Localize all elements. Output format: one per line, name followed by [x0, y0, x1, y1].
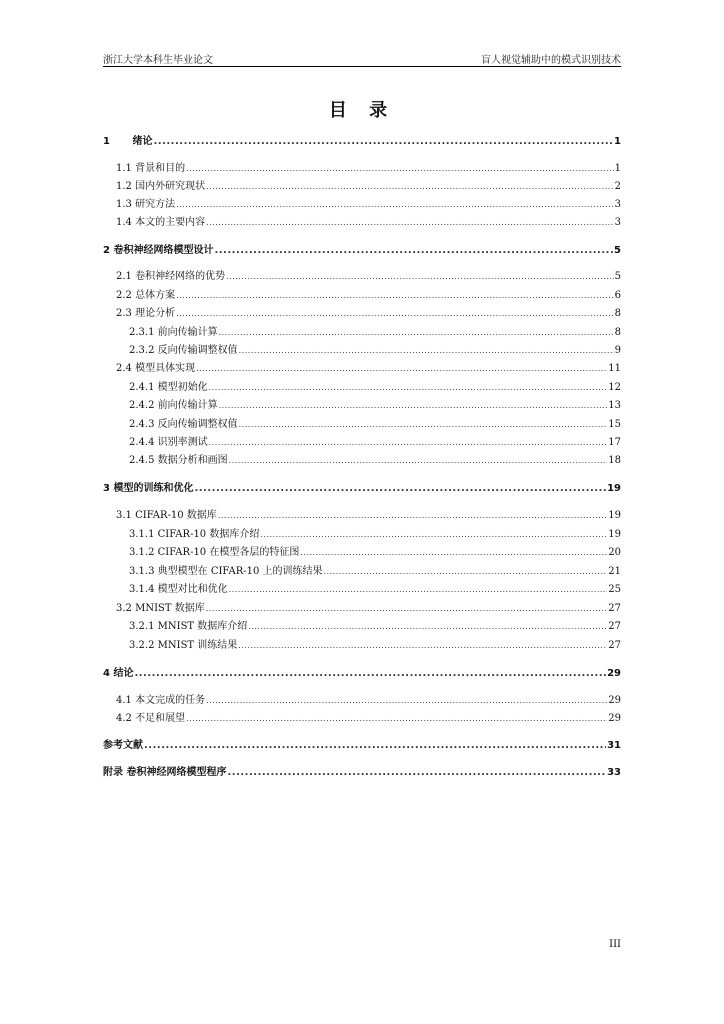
toc-entry-label — [116, 712, 185, 726]
toc-entry-label — [129, 528, 259, 542]
toc-entry[interactable] — [116, 602, 621, 616]
toc-entry-title: 结论 — [113, 668, 134, 679]
toc-entry-number: 3.2.1 — [129, 621, 155, 632]
toc-entry[interactable] — [116, 694, 621, 708]
toc-entry-title: 前向传输计算 — [157, 400, 218, 411]
toc-leader-dots — [229, 454, 608, 468]
toc-entry-page: 31 — [607, 740, 621, 751]
toc-entry-page: 3 — [614, 199, 621, 210]
toc-entry[interactable] — [103, 135, 621, 149]
toc-leader-dots — [218, 509, 607, 523]
toc-entry-title: 卷积神经网络的优势 — [135, 271, 226, 282]
toc-entry-number: 3.1.4 — [129, 584, 155, 595]
toc-entry-title: CIFAR-10 在模型各层的特征图 — [157, 547, 300, 558]
header-left-text: 浙江大学本科生毕业论文 — [103, 55, 213, 66]
toc-entry-title: 反向传输调整权值 — [157, 345, 238, 356]
toc-entry-number: 2.4.2 — [129, 400, 155, 411]
toc-entry-label — [129, 344, 238, 358]
toc-entry-label — [116, 216, 205, 230]
toc-entry[interactable] — [129, 436, 621, 450]
toc-entry-page: 27 — [608, 621, 621, 632]
toc-entry-page: 18 — [608, 455, 621, 466]
toc-entry-number: 3.1.2 — [129, 547, 155, 558]
toc-entry-label — [116, 180, 205, 194]
toc-entry[interactable] — [129, 639, 621, 653]
toc-entry[interactable] — [116, 180, 621, 194]
toc-entry-number: 2 — [103, 245, 110, 256]
toc-leader-dots — [206, 180, 614, 194]
toc-entry-page: 1 — [614, 136, 621, 147]
toc-entry-label — [116, 602, 205, 616]
toc-entry-number: 2.1 — [116, 271, 132, 282]
toc-entry-label — [103, 766, 226, 780]
toc-entry-label — [103, 482, 193, 496]
toc-entry-title: 研究方法 — [135, 199, 176, 210]
toc-entry[interactable] — [116, 216, 621, 230]
toc-entry[interactable] — [129, 381, 621, 395]
toc-entry-title: 绪论 — [132, 136, 153, 147]
toc-entry-number: 1.4 — [116, 217, 132, 228]
page-number: III — [609, 939, 621, 950]
toc-entry-label — [129, 381, 208, 395]
toc-entry-page: 5 — [614, 245, 621, 256]
toc-entry-number: 4.2 — [116, 713, 132, 724]
toc-leader-dots — [176, 198, 614, 212]
toc-entry[interactable] — [129, 528, 621, 542]
toc-entry-page: 27 — [608, 640, 621, 651]
toc-entry[interactable] — [116, 198, 621, 212]
toc-entry-title: 附录 卷积神经网络模型程序 — [103, 767, 227, 778]
toc-entry-number: 2.3.1 — [129, 327, 155, 338]
toc-entry[interactable] — [103, 482, 621, 496]
toc-entry[interactable] — [129, 399, 621, 413]
toc-entry-page: 25 — [608, 584, 621, 595]
toc-entry[interactable] — [116, 289, 621, 303]
toc-entry-number: 1.1 — [116, 163, 132, 174]
toc-entry[interactable] — [103, 766, 621, 780]
toc-entry-number: 3.2 — [116, 603, 132, 614]
toc-leader-dots — [227, 766, 606, 780]
toc-entry-label — [116, 307, 175, 321]
toc-entry-title: 模型具体实现 — [135, 363, 196, 374]
toc-entry[interactable] — [103, 667, 621, 681]
toc-entry-number: 4.1 — [116, 695, 132, 706]
toc-entry-page: 17 — [608, 437, 621, 448]
toc-entry-label — [129, 418, 238, 432]
toc-leader-dots — [209, 381, 608, 395]
toc-leader-dots — [219, 399, 608, 413]
toc-entry-label — [103, 244, 213, 258]
toc-entry-label — [116, 694, 205, 708]
toc-entry-page: 15 — [608, 419, 621, 430]
toc-entry-label — [103, 135, 152, 149]
toc-entry[interactable] — [116, 509, 621, 523]
toc-entry-label — [129, 546, 299, 560]
toc-entry-page: 27 — [608, 603, 621, 614]
toc-entry-title: 典型模型在 CIFAR-10 上的训练结果 — [157, 566, 323, 577]
toc-entry[interactable] — [103, 739, 621, 753]
toc-entry-title: 反向传输调整权值 — [157, 419, 238, 430]
toc-entry-number: 2.4.1 — [129, 382, 155, 393]
toc-leader-dots — [209, 436, 608, 450]
toc-entry-label — [129, 326, 218, 340]
toc-entry-label — [103, 667, 133, 681]
toc-entry-label — [116, 289, 175, 303]
toc-entry-title: 参考文献 — [103, 740, 143, 751]
toc-entry[interactable] — [129, 546, 621, 560]
toc-entry-label — [129, 565, 323, 579]
toc-entry-label — [116, 198, 175, 212]
toc-entry-page: 6 — [614, 290, 621, 301]
toc-entry-label — [103, 739, 143, 753]
toc-entry-label — [129, 620, 247, 634]
toc-entry-page: 29 — [607, 668, 621, 679]
toc-entry-label — [116, 509, 217, 523]
toc-leader-dots — [260, 528, 607, 542]
toc-entry-title: 数据分析和画图 — [157, 455, 228, 466]
toc-leader-dots — [196, 362, 607, 376]
toc-leader-dots — [206, 694, 607, 708]
toc-entry-label — [129, 399, 218, 413]
toc-entry-number: 2.4 — [116, 363, 132, 374]
toc-entry-number: 3.2.2 — [129, 640, 155, 651]
toc-leader-dots — [206, 216, 614, 230]
toc-entry-title: 卷积神经网络模型设计 — [113, 245, 214, 256]
toc-leader-dots — [206, 602, 608, 616]
toc-entry-title: 本文的主要内容 — [135, 217, 206, 228]
toc-entry-number: 1 — [103, 136, 110, 147]
toc-entry-title: MNIST 数据库 — [135, 603, 205, 614]
toc-entry[interactable] — [116, 270, 621, 284]
toc-entry-page: 19 — [608, 510, 621, 521]
toc-entry-number: 1.2 — [116, 181, 132, 192]
toc-entry-title: CIFAR-10 数据库介绍 — [157, 529, 260, 540]
toc-entry-number: 4 — [103, 668, 110, 679]
toc-leader-dots — [144, 739, 606, 753]
header-right-text: 盲人视觉辅助中的模式识别技术 — [481, 55, 621, 66]
toc-entry-page: 29 — [608, 695, 621, 706]
toc-entry-title: CIFAR-10 数据库 — [135, 510, 217, 521]
toc-entry-number: 3 — [103, 483, 110, 494]
toc-entry-page: 19 — [608, 529, 621, 540]
toc-entry-label — [116, 270, 225, 284]
toc-entry-title: 国内外研究现状 — [135, 181, 206, 192]
toc-entry-number: 2.4.3 — [129, 419, 155, 430]
toc-entry-title: MNIST 训练结果 — [157, 640, 238, 651]
toc-entry-page: 8 — [614, 327, 621, 338]
toc-entry-page: 21 — [608, 566, 621, 577]
toc-entry[interactable] — [129, 565, 621, 579]
toc-entry[interactable] — [129, 326, 621, 340]
toc-entry[interactable] — [129, 620, 621, 634]
toc-entry-number: 3.1.1 — [129, 529, 155, 540]
toc-entry-title: MNIST 数据库介绍 — [157, 621, 248, 632]
toc-entry-number: 2.2 — [116, 290, 132, 301]
toc-leader-dots — [176, 307, 614, 321]
toc-leader-dots — [134, 667, 606, 681]
toc-entry-title: 模型对比和优化 — [157, 584, 228, 595]
toc-entry-page: 8 — [614, 308, 621, 319]
toc-entry-title: 模型初始化 — [157, 382, 208, 393]
toc-entry-title: 背景和目的 — [135, 163, 186, 174]
toc-leader-dots — [153, 135, 613, 149]
toc-leader-dots — [248, 620, 607, 634]
toc-entry-number: 2.4.5 — [129, 455, 155, 466]
toc-entry-page: 1 — [614, 163, 621, 174]
toc-leader-dots — [214, 244, 613, 258]
toc-entry[interactable] — [116, 712, 621, 726]
toc-entry-title: 不足和展望 — [135, 713, 186, 724]
toc-entry-page: 5 — [614, 271, 621, 282]
toc-entry-title: 前向传输计算 — [157, 327, 218, 338]
toc-leader-dots — [194, 482, 606, 496]
toc-entry-title: 本文完成的任务 — [135, 695, 206, 706]
toc-entry-title: 理论分析 — [135, 308, 176, 319]
toc-entry-number: 1.3 — [116, 199, 132, 210]
toc-leader-dots — [219, 326, 614, 340]
toc-leader-dots — [186, 162, 614, 176]
toc-entry-label — [129, 454, 228, 468]
toc-entry-page: 3 — [614, 217, 621, 228]
toc-entry-label — [129, 583, 228, 597]
toc-entry-number: 3.1 — [116, 510, 132, 521]
toc-entry-page: 9 — [614, 345, 621, 356]
toc-entry-page: 12 — [608, 382, 621, 393]
toc-entry-label — [116, 162, 185, 176]
toc-leader-dots — [239, 344, 614, 358]
toc-entry[interactable] — [129, 454, 621, 468]
toc-leader-dots — [238, 639, 607, 653]
toc-entry[interactable] — [129, 344, 621, 358]
toc-entry-page: 29 — [608, 713, 621, 724]
toc-entry-page: 11 — [608, 363, 621, 374]
toc-entry-title: 总体方案 — [135, 290, 176, 301]
toc-entry[interactable] — [116, 362, 621, 376]
toc-entry[interactable] — [116, 162, 621, 176]
toc-entry-title: 识别率测试 — [157, 437, 208, 448]
toc-leader-dots — [300, 546, 607, 560]
page-title: 目 录 — [328, 100, 396, 121]
toc-entry-page: 2 — [614, 181, 621, 192]
toc-entry[interactable] — [129, 583, 621, 597]
toc-entry-page: 20 — [608, 547, 621, 558]
toc-entry-number: 2.3.2 — [129, 345, 155, 356]
toc-entry-number: 3.1.3 — [129, 566, 155, 577]
toc-leader-dots — [229, 583, 608, 597]
toc-leader-dots — [324, 565, 608, 579]
toc-entry-number: 2.4.4 — [129, 437, 155, 448]
toc-leader-dots — [226, 270, 614, 284]
toc-leader-dots — [176, 289, 614, 303]
toc-entry[interactable] — [103, 244, 621, 258]
toc-entry-label — [129, 639, 237, 653]
toc-entry-label — [129, 436, 208, 450]
toc-entry[interactable] — [116, 307, 621, 321]
toc-entry-label — [116, 362, 195, 376]
toc-entry-number: 2.3 — [116, 308, 132, 319]
toc-entry[interactable] — [129, 418, 621, 432]
toc-entry-title: 模型的训练和优化 — [113, 483, 194, 494]
toc-entry-page: 33 — [607, 767, 621, 778]
toc-leader-dots — [239, 418, 608, 432]
toc-entry-page: 19 — [607, 483, 621, 494]
toc-entry-page: 13 — [608, 400, 621, 411]
toc-leader-dots — [186, 712, 607, 726]
